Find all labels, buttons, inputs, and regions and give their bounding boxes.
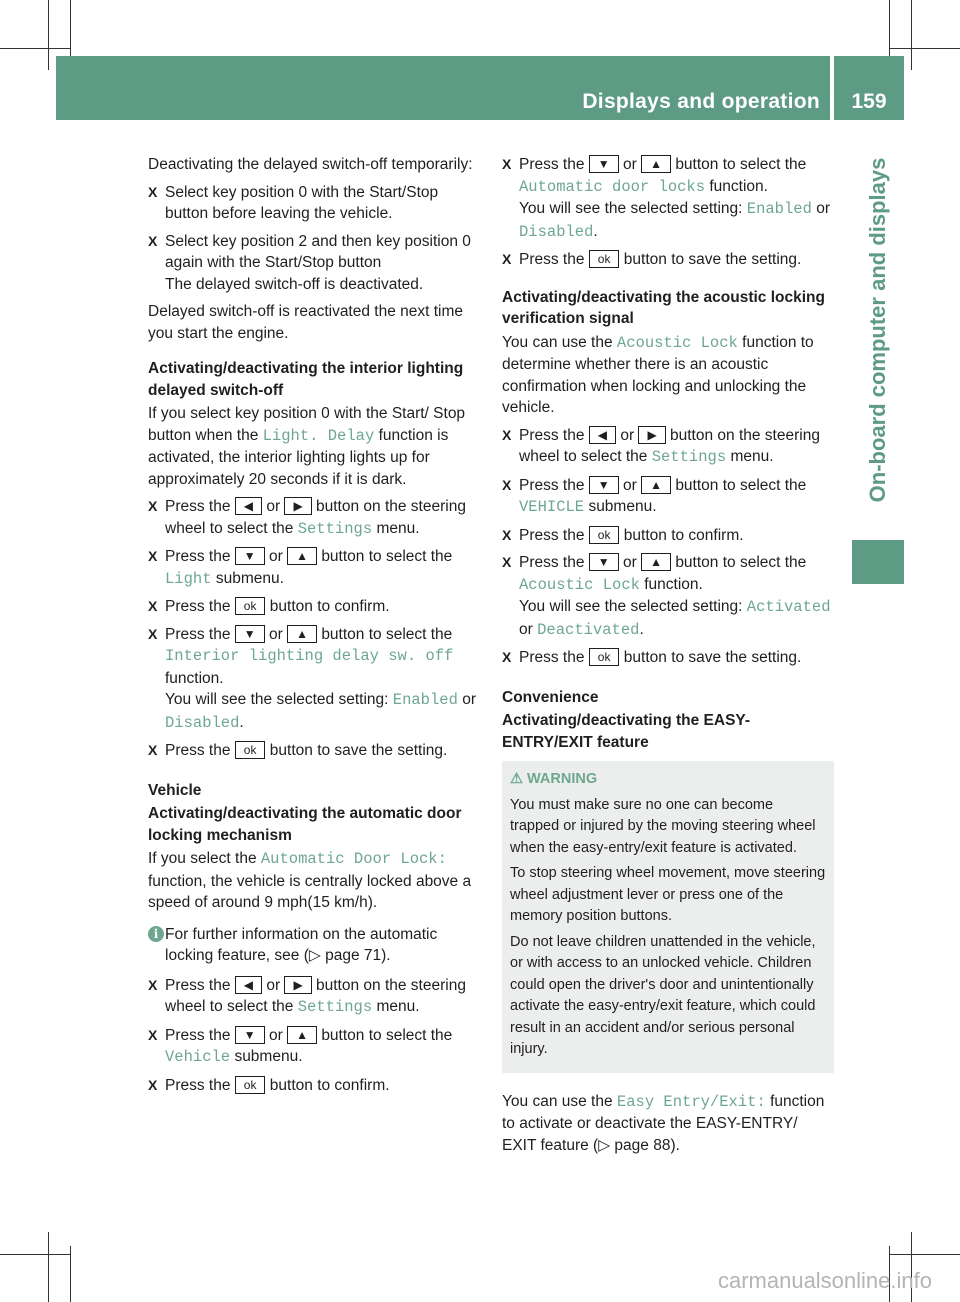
step	[148, 231, 482, 296]
up-arrow-key-icon: ▲	[641, 476, 671, 494]
up-arrow-key-icon: ▲	[287, 547, 317, 565]
crop-mark	[890, 48, 960, 49]
heading: Activating/deactivating the automatic door locking mechanism	[148, 805, 462, 844]
step: X Press the ▼ or ▲ button to select the VEHICLE submenu.	[502, 475, 834, 519]
menu-function: Easy Entry/Exit:	[616, 1092, 766, 1111]
down-arrow-key-icon: ▼	[235, 547, 265, 565]
menu-function: Settings	[651, 448, 727, 466]
section-title: Displays and operation	[582, 90, 820, 113]
up-arrow-key-icon: ▲	[287, 625, 317, 643]
menu-function: VEHICLE	[519, 498, 585, 516]
crop-mark	[889, 0, 890, 56]
ok-key-icon: ok	[589, 250, 620, 268]
left-arrow-key-icon: ◀	[235, 976, 262, 994]
crop-mark	[0, 1254, 70, 1255]
info-note: i For further information on the automatic locking feature, see (▷ page 71).	[148, 924, 482, 967]
menu-function: Acoustic Lock	[616, 333, 738, 352]
heading: Activating/deactivating the acoustic locking verification signal	[502, 288, 825, 327]
crop-mark	[48, 0, 49, 70]
crop-mark	[70, 0, 71, 56]
ok-key-icon: ok	[235, 741, 266, 759]
paragraph: You can use the Acoustic Lock function to determine whether there is an acoustic confirmation when locking and unlocking the vehicle.	[502, 333, 814, 416]
step: X Press the ◀ or ▶ button on the steering wheel to select the Settings menu.	[502, 425, 834, 469]
down-arrow-key-icon: ▼	[589, 476, 619, 494]
setting-value: Enabled	[746, 200, 812, 218]
crop-mark	[890, 1254, 960, 1255]
up-arrow-key-icon: ▲	[641, 553, 671, 571]
setting-value: Enabled	[392, 691, 458, 709]
heading: Convenience	[502, 688, 599, 706]
step: X Press the ok button to confirm.	[502, 525, 834, 547]
warning-box	[502, 761, 834, 1073]
step-text: Select key position 0 with the Start/Stop button before leaving the vehicle.	[165, 183, 439, 222]
setting-value: Activated	[746, 598, 831, 616]
step: X Press the ok button to confirm.	[148, 596, 482, 618]
step: X Press the ▼ or ▲ button to select the Automatic door locks function. You will see the selected setting: Enabled or Disabled.	[502, 154, 834, 243]
step: X Press the ▼ or ▲ button to select the Interior lighting delay sw. off function. You will see the selected setting: Enabled or Disabled.	[148, 624, 482, 735]
paragraph: Delayed switch-off is reactivated the next time you start the engine.	[148, 303, 464, 342]
paragraph: Deactivating the delayed switch-off temporarily:	[148, 156, 473, 173]
menu-function: Acoustic Lock	[519, 575, 640, 594]
left-arrow-key-icon: ◀	[589, 426, 616, 444]
menu-function: Vehicle	[165, 1048, 231, 1066]
heading: Activating/deactivating the EASY-ENTRY/EXIT feature	[502, 712, 751, 751]
side-tab-label: On-board computer and displays	[865, 157, 890, 503]
down-arrow-key-icon: ▼	[235, 625, 265, 643]
warning-header: ⚠ WARNING	[510, 771, 598, 787]
left-arrow-key-icon: ◀	[235, 497, 262, 515]
menu-function: Light	[165, 569, 212, 588]
info-icon: i	[148, 926, 164, 942]
right-column	[502, 154, 834, 1162]
crop-mark	[0, 48, 70, 49]
down-arrow-key-icon: ▼	[235, 1026, 265, 1044]
step-result: The delayed switch-off is deactivated.	[165, 275, 424, 293]
page-number: 159	[851, 90, 887, 113]
up-arrow-key-icon: ▲	[641, 155, 671, 173]
step: X Press the ◀ or ▶ button on the steering wheel to select the Settings menu.	[148, 975, 482, 1019]
ok-key-icon: ok	[589, 526, 620, 544]
step: X Press the ok button to confirm.	[148, 1075, 482, 1097]
step: X Press the ok button to save the setting.	[148, 740, 482, 762]
ok-key-icon: ok	[589, 648, 620, 666]
menu-function: Interior lighting delay sw. off	[165, 647, 454, 665]
paragraph: If you select key position 0 with the Start/ Stop button when the Light. Delay function is activated, the interior lighting lights up for approximately 20 seconds if it is dark.	[148, 405, 466, 488]
heading: Activating/deactivating the interior lighting delayed switch-off	[148, 360, 464, 399]
menu-function: Light. Delay	[262, 426, 375, 445]
step-text: Select key position 2 and then key position 0 again with the Start/Stop button	[165, 232, 471, 271]
right-arrow-key-icon: ▶	[638, 426, 665, 444]
up-arrow-key-icon: ▲	[287, 1026, 317, 1044]
crop-mark	[911, 0, 912, 70]
warning-text: You must make sure no one can become trapped or injured by the moving steering wheel when the easy-entry/exit feature is activated.	[510, 796, 816, 856]
down-arrow-key-icon: ▼	[589, 553, 619, 571]
paragraph: If you select the Automatic Door Lock: function, the vehicle is centrally locked above a speed of around 9 mph(15 km/h).	[148, 850, 472, 911]
warning-text: Do not leave children unattended in the vehicle, or with access to an unlocked vehicle. Children could open the driver's door and unintentionally activate the easy-entry/exit feature, which could result in an accident and/or serious personal injury.	[510, 933, 816, 1057]
warning-text: To stop steering wheel movement, move steering wheel adjustment lever or press one of the memory position buttons.	[510, 865, 826, 924]
watermark: carmanualsonline.info	[717, 1268, 932, 1293]
step	[148, 182, 482, 225]
menu-function: Automatic door locks	[519, 177, 706, 196]
step: X Press the ok button to save the setting.	[502, 647, 834, 669]
step: X Press the ◀ or ▶ button on the steering wheel to select the Settings menu.	[148, 496, 482, 540]
step: X Press the ▼ or ▲ button to select the Vehicle submenu.	[148, 1025, 482, 1069]
setting-value: Disabled	[519, 222, 594, 241]
menu-function: Automatic Door Lock:	[260, 850, 447, 868]
right-arrow-key-icon: ▶	[284, 497, 311, 515]
crop-mark	[48, 1232, 49, 1302]
menu-function: Settings	[297, 519, 373, 538]
ok-key-icon: ok	[235, 597, 266, 615]
ok-key-icon: ok	[235, 1076, 266, 1094]
menu-function: Settings	[297, 998, 373, 1016]
setting-value: Disabled	[165, 713, 240, 732]
warning-icon: ⚠	[510, 771, 523, 787]
setting-value: Deactivated	[537, 620, 640, 639]
paragraph: You can use the Easy Entry/Exit: function to activate or deactivate the EASY-ENTRY/ EXIT feature (▷ page 88).	[502, 1092, 825, 1154]
side-tab-marker	[852, 540, 904, 584]
step: X Press the ok button to save the setting.	[502, 249, 834, 271]
step: X Press the ▼ or ▲ button to select the Light submenu.	[148, 546, 482, 590]
down-arrow-key-icon: ▼	[589, 155, 619, 173]
right-arrow-key-icon: ▶	[284, 976, 311, 994]
left-column	[148, 154, 482, 1102]
heading: Vehicle	[148, 781, 202, 799]
step: X Press the ▼ or ▲ button to select the Acoustic Lock function. You will see the selected setting: Activated or Deactivated.	[502, 552, 834, 641]
crop-mark	[70, 1246, 71, 1302]
